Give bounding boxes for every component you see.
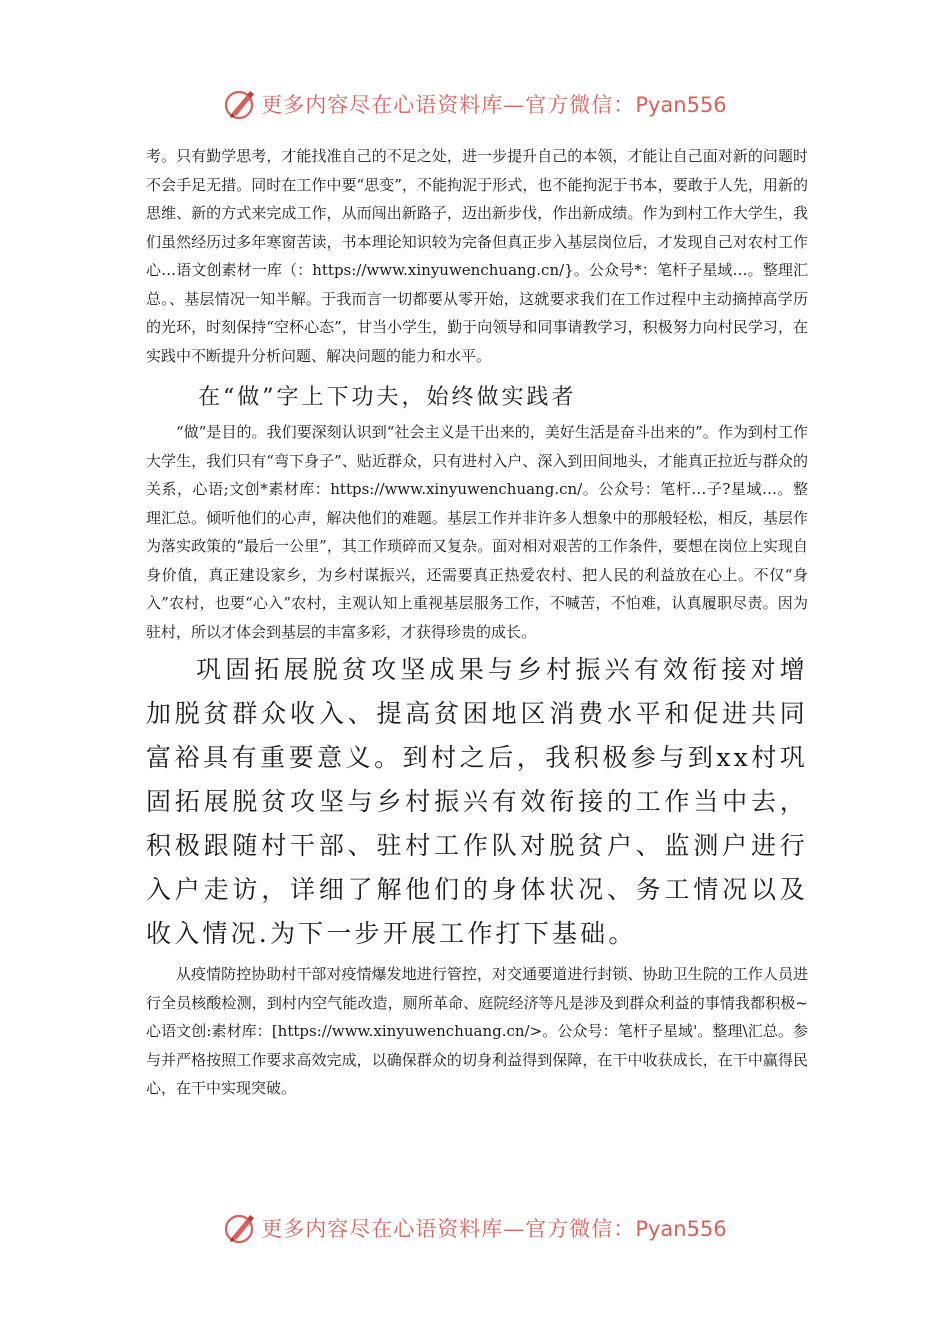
paragraph-1: 考。只有勤学思考，才能找准自己的不足之处，进一步提升自己的本领，才能让自己面对新的问题时不会手足无措。同时在工作中要“思变”，不能拘泥于形式，也不能拘泥于书本，要敢于人先，用新的思维、新的方式来完成工作，从而闯出新路子，迈出新步伐，作出新成绩。作为到村工作大学生，我们虽然经历过多年寒窗苦读，书本理论知识较为完备但真正步入基层岗位后，才发现自己对农村工作心…语文创素材一库（：https://www.xinyuwenchuang.cn/}。公众号*：笔杆子星域…。整理汇总。、基层情况一知半解。于我而言一切都要从零开始，这就要求我们在工作过程中主动摘掉高学历的光环，时刻保持“空杯心态”，甘当小学生，勤于向领导和同事请教学习，积极努力向村民学习，在实践中不断提升分析问题、解决问题的能力和水平。 bbox=[146, 147, 808, 365]
pen-logo-icon bbox=[223, 1211, 257, 1245]
footer-watermark-banner bbox=[0, 1208, 950, 1248]
banner-text: 更多内容尽在心语资料库—官方微信：Pyan556 bbox=[261, 93, 727, 117]
document-body bbox=[146, 142, 808, 1103]
banner-text: 更多内容尽在心语资料库—官方微信：Pyan556 bbox=[261, 1217, 727, 1241]
pen-logo-icon bbox=[223, 87, 257, 121]
paragraph-3-large: 巩固拓展脱贫攻坚成果与乡村振兴有效衔接对增加脱贫群众收入、提高贫困地区消费水平和促进共同富裕具有重要意义。到村之后，我积极参与到xx村巩固拓展脱贫攻坚与乡村振兴有效衔接的工作当中去，积极跟随村干部、驻村工作队对脱贫户、监测户进行入户走访，详细了解他们的身体状况、务工情况以及收入情况.为下一步开展工作打下基础。 bbox=[146, 655, 808, 948]
paragraph-4: 从疫情防控协助村干部对疫情爆发地进行管控，对交通要道进行封锁、协助卫生院的工作人员进行全员核酸检测，到村内空气能改造，厕所革命、庭院经济等凡是涉及到群众利益的事情我都积极~心语文创:素材库：[https://www.xinyuwenchuang.cn/>。公众号：笔杆子星域'。整理\汇总。参与并严格按照工作要求高效完成，以确保群众的切身利益得到保障，在干中收获成长，在干中赢得民心，在干中实现突破。 bbox=[146, 965, 808, 1097]
section-heading: 在“做”字上下功夫，始终做实践者 bbox=[198, 385, 577, 410]
header-watermark-banner bbox=[0, 84, 950, 124]
paragraph-2: “做”是目的。我们要深刻认识到“社会主义是干出来的，美好生活是奋斗出来的”。作为到村工作大学生，我们只有“弯下身子”、贴近群众，只有进村入户、深入到田间地头，才能真正拉近与群众的关系，心语;文创*素材库：https://www.xinyuwenchuang.cn/。公众号：笔杆…子?星域…。整理汇总。倾听他们的心声，解决他们的难题。基层工作并非许多人想象中的那般轻松，相反，基层作为落实政策的“最后一公里”，其工作琐碎而又复杂。面对相对艰苦的工作条件，要想在岗位上实现自身价值，真正建设家乡，为乡村谋振兴，还需要真正热爱农村、把人民的利益放在心上。不仅“身入”农村，也要“心入”农村，主观认知上重视基层服务工作，不喊苦，不怕难，认真履职尽责。因为驻村，所以才体会到基层的丰富多彩，才获得珍贵的成长。 bbox=[146, 423, 808, 641]
